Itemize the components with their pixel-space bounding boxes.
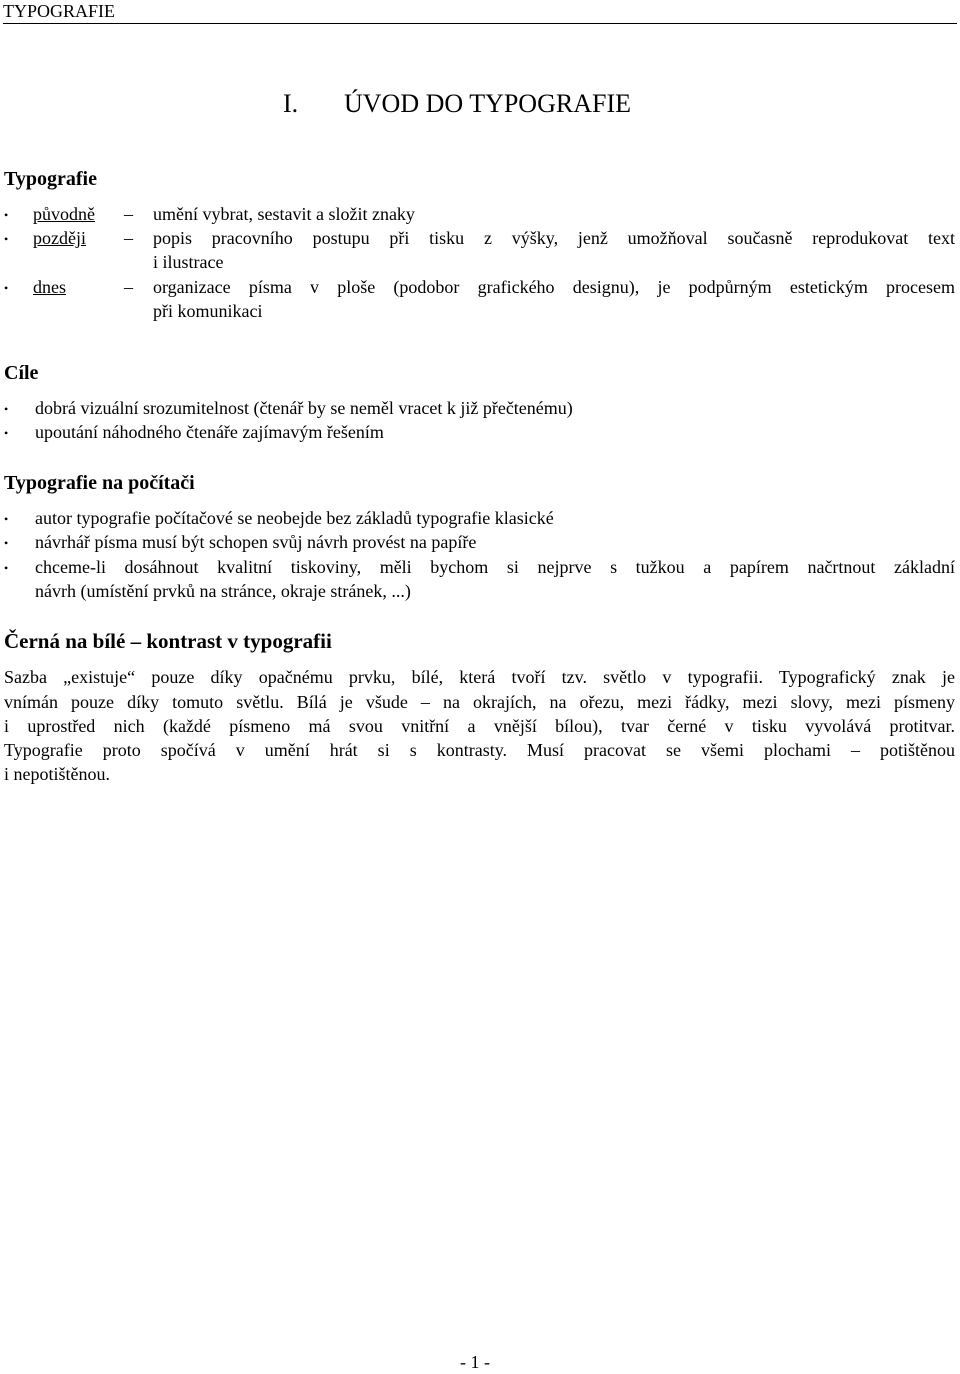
definition-line: popis pracovního postupu při tisku z výšky, jenž umožňoval současně reprodukovat text xyxy=(153,228,955,248)
term-pozdeji: později xyxy=(33,228,86,248)
chapter-number: I. xyxy=(283,89,299,118)
dash-icon: – xyxy=(124,228,133,248)
list-item-continuation: návrh (umístění prvků na stránce, okraje stránek, ...) xyxy=(35,581,411,601)
bullet-icon: • xyxy=(4,281,9,295)
list-item: chceme-li dosáhnout kvalitní tiskoviny, měli bychom si nejprve s tužkou a papírem načrtnout základní xyxy=(35,557,955,577)
paragraph-line: Typografie proto spočívá v umění hrát si s kontrasty. Musí pracovat se všemi plochami – potištěnou xyxy=(4,740,955,760)
section-heading-kontrast: Černá na bílé – kontrast v typografii xyxy=(4,629,332,653)
bullet-icon: • xyxy=(4,402,9,416)
term-puvodne: původně xyxy=(33,204,95,224)
list-item: upoutání náhodného čtenáře zajímavým řešením xyxy=(35,422,384,442)
definition-line: i ilustrace xyxy=(153,252,224,272)
chapter-title xyxy=(283,88,631,120)
paragraph-line: Sazba „existuje“ pouze díky opačnému prvku, bílé, která tvoří tzv. světlo v typografii. Typografický znak je xyxy=(4,667,955,687)
bullet-icon: • xyxy=(4,536,9,550)
list-item: dobrá vizuální srozumitelnost (čtenář by se neměl vracet k již přečtenému) xyxy=(35,398,573,418)
paragraph-line: i uprostřed nich (každé písmeno má svou vnitřní a vnější bílou), tvar černé v tisku vyvolává protitvar. xyxy=(4,716,955,736)
definition-line: při komunikaci xyxy=(153,301,263,321)
bullet-icon: • xyxy=(4,426,9,440)
section-heading-pocitac: Typografie na počítači xyxy=(4,472,195,494)
paragraph-line: vnímán pouze díky tomuto světlu. Bílá je všude – na okrajích, na ořezu, mezi řádky, mezi slovy, mezi písmeny xyxy=(4,692,955,712)
dash-icon: – xyxy=(124,277,133,297)
paragraph-line: i nepotištěnou. xyxy=(4,764,110,784)
bullet-icon: • xyxy=(4,512,9,526)
page-number: - 1 - xyxy=(460,1352,490,1372)
section-heading-typografie: Typografie xyxy=(4,168,97,190)
definition-line: umění vybrat, sestavit a složit znaky xyxy=(153,204,415,224)
section-heading-cile: Cíle xyxy=(4,362,39,384)
running-header: TYPOGRAFIE xyxy=(3,0,957,24)
list-item: návrhář písma musí být schopen svůj návrh provést na papíře xyxy=(35,532,477,552)
bullet-icon: • xyxy=(4,561,9,575)
chapter-title-text: ÚVOD DO TYPOGRAFIE xyxy=(344,89,631,118)
bullet-icon: • xyxy=(4,208,9,222)
bullet-icon: • xyxy=(4,232,9,246)
list-item: autor typografie počítačové se neobejde bez základů typografie klasické xyxy=(35,508,554,528)
term-dnes: dnes xyxy=(33,277,66,297)
dash-icon: – xyxy=(124,204,133,224)
definition-line: organizace písma v ploše (podobor grafického designu), je podpůrným estetickým procesem xyxy=(153,277,955,297)
